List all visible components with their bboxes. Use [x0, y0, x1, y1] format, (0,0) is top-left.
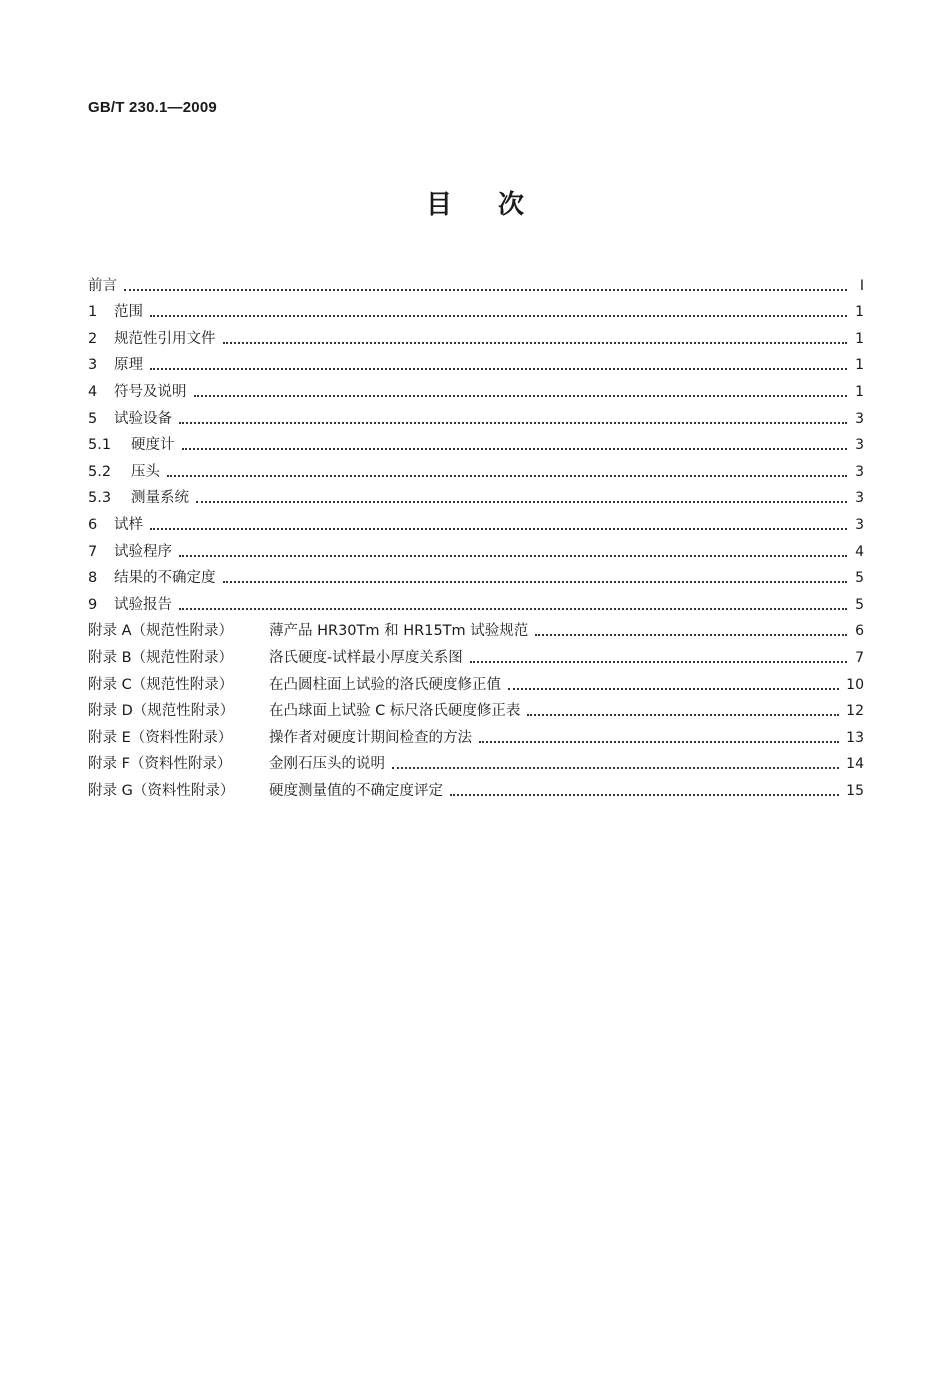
toc-title: 压头 [131, 463, 160, 480]
toc-number: 4 [88, 383, 98, 400]
toc-page-number: 14 [846, 756, 864, 773]
toc-entry-6[interactable] [88, 507, 864, 534]
toc-leader [479, 741, 839, 743]
toc-label [88, 436, 175, 454]
toc-appendix-tag: 附录 F（资料性附录） [88, 756, 232, 773]
toc-page-number: 12 [846, 703, 864, 720]
toc-title: 薄产品 HR30Tm 和 HR15Tm 试验规范 [269, 623, 529, 640]
toc-page-number: 13 [846, 729, 864, 746]
toc-number: 5.2 [88, 463, 112, 480]
toc-leader [223, 342, 848, 344]
toc-entry-5[interactable] [88, 401, 864, 428]
toc-leader [150, 368, 847, 370]
toc-entry-appendix-d[interactable] [88, 694, 864, 721]
toc-title: 范围 [114, 304, 143, 321]
toc-entry-3[interactable] [88, 348, 864, 375]
toc-page-number: Ⅰ [859, 277, 864, 294]
toc-entry-appendix-a[interactable] [88, 614, 864, 641]
standard-number: GB/T 230.1—2009 [88, 99, 217, 116]
toc-entry-9[interactable] [88, 587, 864, 614]
toc-leader [167, 475, 847, 477]
toc-entry-8[interactable] [88, 561, 864, 588]
toc-title: 规范性引用文件 [114, 330, 216, 347]
toc-page-number: 1 [855, 383, 864, 400]
toc-number: 6 [88, 516, 98, 533]
toc-label [88, 463, 160, 481]
toc-leader [182, 448, 848, 450]
toc-label [88, 702, 520, 720]
toc-label [88, 596, 172, 614]
toc-appendix-tag: 附录 E（资料性附录） [88, 729, 233, 746]
toc-number: 9 [88, 596, 98, 613]
toc-label [88, 383, 187, 401]
toc-title: 硬度测量值的不确定度评定 [269, 782, 443, 799]
toc-entry-appendix-b[interactable] [88, 640, 864, 667]
toc-page-number: 5 [855, 596, 864, 613]
toc-entry-5-2[interactable] [88, 454, 864, 481]
toc-leader [527, 714, 839, 716]
page-title: 目次 [425, 190, 570, 220]
toc-page-number: 6 [855, 623, 864, 640]
toc-page-number: 10 [846, 676, 864, 693]
toc-entry-appendix-e[interactable] [88, 720, 864, 747]
toc-page-number: 7 [855, 649, 864, 666]
toc-title: 试样 [114, 516, 143, 533]
toc-label [88, 622, 528, 640]
toc-leader [150, 315, 847, 317]
toc-label [88, 303, 143, 321]
toc-leader [124, 289, 847, 291]
toc-leader [508, 688, 839, 690]
toc-label [88, 330, 216, 348]
toc-entry-appendix-c[interactable] [88, 667, 864, 694]
toc-title: 试验报告 [114, 596, 172, 613]
toc-label [88, 410, 172, 428]
toc-number: 2 [88, 330, 98, 347]
toc-appendix-tag: 附录 D（规范性附录） [88, 703, 235, 720]
toc-title: 结果的不确定度 [114, 570, 216, 587]
toc-leader [223, 581, 848, 583]
toc-label: 前言 [88, 277, 117, 294]
toc-title: 操作者对硬度计期间检查的方法 [269, 729, 472, 746]
toc-leader [150, 528, 847, 530]
toc-entry-appendix-g[interactable] [88, 773, 864, 800]
toc-page-number: 15 [846, 782, 864, 799]
toc-number: 8 [88, 570, 98, 587]
toc-title: 测量系统 [131, 490, 189, 507]
toc-page-number: 3 [855, 437, 864, 454]
toc-leader [194, 395, 848, 397]
toc-number: 7 [88, 543, 98, 560]
table-of-contents [88, 268, 864, 800]
toc-appendix-tag: 附录 G（资料性附录） [88, 782, 235, 799]
toc-title: 在凸球面上试验 C 标尺洛氏硬度修正表 [269, 703, 521, 720]
toc-number: 1 [88, 304, 98, 321]
toc-leader [535, 634, 847, 636]
toc-leader [470, 661, 847, 663]
toc-label [88, 649, 463, 667]
toc-entry-1[interactable] [88, 295, 864, 322]
toc-label [88, 489, 189, 507]
toc-leader [179, 422, 847, 424]
toc-entry-4[interactable] [88, 374, 864, 401]
toc-entry-2[interactable] [88, 321, 864, 348]
toc-page-number: 1 [855, 330, 864, 347]
toc-page-number: 3 [855, 463, 864, 480]
toc-label [88, 729, 472, 747]
toc-number: 5.3 [88, 490, 112, 507]
toc-label [88, 782, 443, 800]
toc-page-number: 1 [855, 357, 864, 374]
toc-page-number: 4 [855, 543, 864, 560]
toc-appendix-tag: 附录 B（规范性附录） [88, 649, 234, 666]
toc-leader [179, 555, 847, 557]
toc-entry-5-1[interactable] [88, 428, 864, 455]
toc-page-number: 3 [855, 410, 864, 427]
toc-page-number: 3 [855, 490, 864, 507]
toc-label [88, 755, 385, 773]
toc-title: 试验程序 [114, 543, 172, 560]
toc-title: 金刚石压头的说明 [269, 756, 385, 773]
toc-title: 符号及说明 [114, 383, 187, 400]
toc-page-number: 1 [855, 304, 864, 321]
toc-entry-7[interactable] [88, 534, 864, 561]
toc-label [88, 676, 501, 694]
toc-label [88, 516, 143, 534]
toc-label [88, 543, 172, 561]
toc-page-number: 5 [855, 570, 864, 587]
toc-number: 5 [88, 410, 98, 427]
toc-entry-5-3[interactable] [88, 481, 864, 508]
toc-entry-appendix-f[interactable] [88, 747, 864, 774]
toc-label [88, 569, 216, 587]
toc-title: 洛氏硬度-试样最小厚度关系图 [269, 649, 463, 666]
toc-number: 3 [88, 357, 98, 374]
toc-label [88, 356, 143, 374]
toc-title: 原理 [114, 357, 143, 374]
toc-leader [392, 767, 839, 769]
toc-page-number: 3 [855, 516, 864, 533]
toc-appendix-tag: 附录 A（规范性附录） [88, 623, 234, 640]
toc-number: 5.1 [88, 437, 112, 454]
toc-leader [450, 794, 839, 796]
toc-title: 试验设备 [114, 410, 172, 427]
toc-leader [179, 608, 847, 610]
toc-title: 在凸圆柱面上试验的洛氏硬度修正值 [269, 676, 501, 693]
toc-appendix-tag: 附录 C（规范性附录） [88, 676, 234, 693]
toc-leader [196, 501, 847, 503]
toc-entry-foreword[interactable] [88, 268, 864, 295]
toc-title: 硬度计 [131, 437, 175, 454]
